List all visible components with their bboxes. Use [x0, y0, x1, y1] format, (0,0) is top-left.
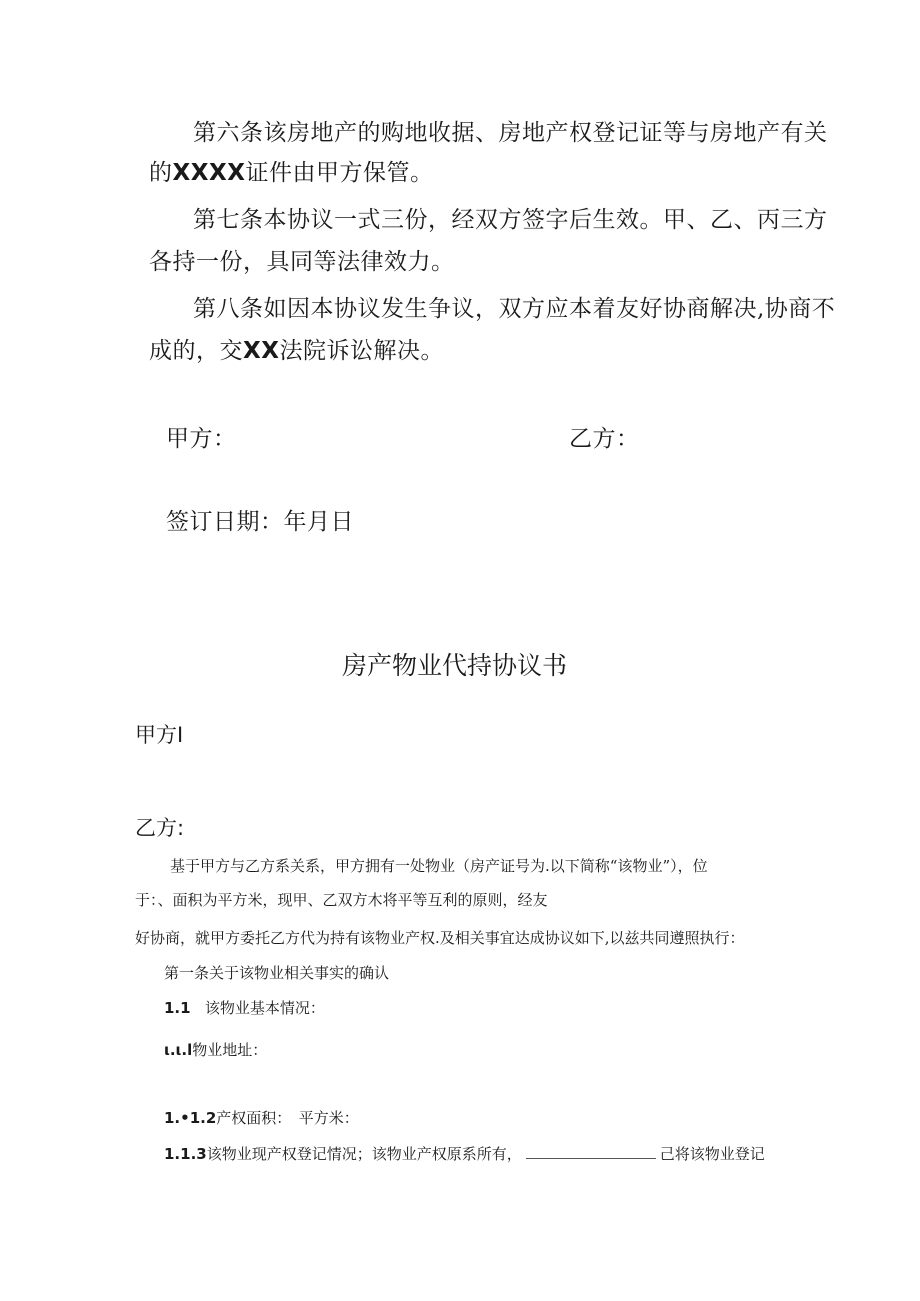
article-6-post: 证件由甲方保管。 [245, 160, 434, 186]
blank-underline [526, 1144, 656, 1159]
item-1-1-1 [164, 1039, 267, 1060]
agreement-title: 房产物业代持协议书 [342, 651, 568, 680]
item-1-1-3 [164, 1143, 765, 1164]
article-8-line-1: 第八条如因本协议发生争议，双方应本着友好协商解决,协商不 [193, 296, 836, 322]
item-1-1-3-text-b: 己将该物业登记 [659, 1145, 765, 1163]
agreement-party-a: 甲方I [135, 723, 184, 747]
article-8-post: 法院诉讼解决。 [279, 338, 444, 364]
item-1-1-1-number: ι.ι.l [164, 1041, 193, 1059]
item-1-1-3-text-a: 该物业现产权登记情况；该物业产权原系所有， [206, 1145, 522, 1163]
article-7-line-1: 第七条本协议一式三份，经双方签字后生效。甲、乙、丙三方 [193, 207, 828, 233]
article-6-line-2 [149, 154, 433, 187]
article-1-heading: 第一条关于该物业相关事实的确认 [164, 964, 390, 982]
article-6-pre: 的 [149, 160, 173, 186]
article-7-line-2: 各持一份，具同等法律效力。 [149, 249, 455, 275]
article-8-line-2 [149, 332, 444, 365]
signature-date: 签订日期：年月日 [166, 509, 354, 535]
agreement-para-line-2: 于：、面积为平方米，现甲、乙双方木将平等互利的原则，经友 [135, 891, 548, 909]
signature-party-b: 乙方： [569, 426, 640, 452]
item-1-1-2-number: 1.•1.2 [164, 1109, 217, 1127]
item-1-1-3-number: 1.1.3 [164, 1145, 207, 1163]
item-1-1-text: 该物业基本情况： [204, 999, 325, 1017]
item-1-1-2-text: 产权面积： 平方米： [216, 1109, 359, 1127]
item-1-1-1-text: 物业地址： [192, 1041, 268, 1059]
item-1-1-number: 1.1 [164, 999, 191, 1017]
item-1-1 [164, 997, 325, 1018]
item-1-1-2 [164, 1107, 359, 1128]
article-8-pre: 成的，交 [149, 338, 243, 364]
article-6-placeholder: XXXX [172, 160, 246, 186]
signature-party-a: 甲方： [166, 426, 237, 452]
agreement-para-line-3: 好协商，就甲方委托乙方代为持有该物业产权.及相关事宜达成协议如下,以兹共同遵照执行： [135, 929, 745, 947]
article-6-line-1: 第六条该房地产的购地收据、房地产权登记证等与房地产有关 [193, 120, 828, 146]
article-8-placeholder: XX [243, 338, 280, 364]
agreement-party-b: 乙方: [135, 816, 185, 840]
agreement-para-line-1: 基于甲方与乙方系关系，甲方拥有一处物业（房产证号为.以下简称“该物业”），位 [170, 857, 708, 875]
